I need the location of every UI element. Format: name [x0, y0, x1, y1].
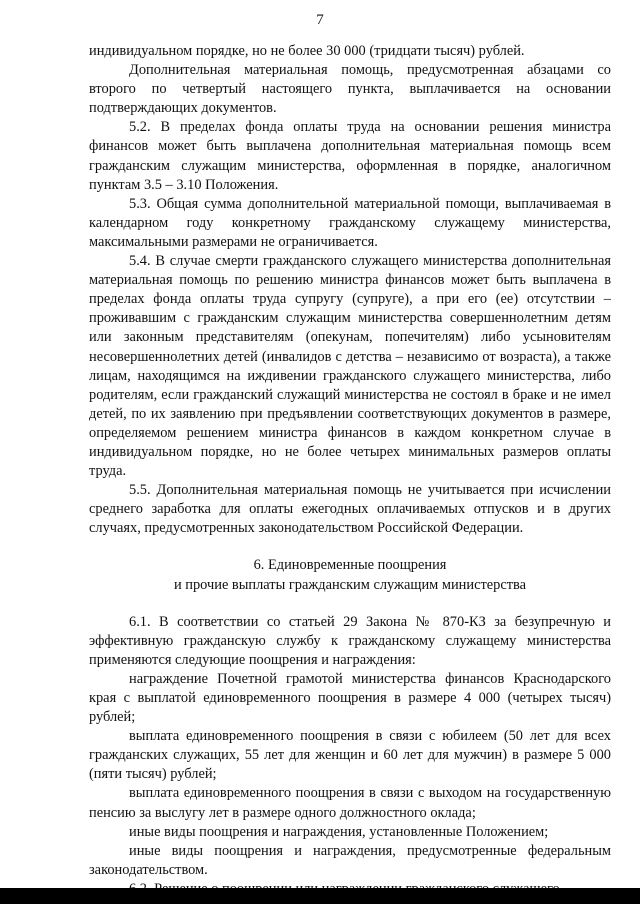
page-number: 7 — [316, 12, 324, 28]
section-heading-line2: и прочие выплаты гражданским служащим министерства — [173, 576, 526, 593]
paragraph-5-2: 5.2. В пределах фонда оплаты труда на основании решения министра финансов может быть выплачена дополнительная материальная помощь всем гражданским служащим министерства, оформленная в порядке, аналогичном пунктам 3.5 – 3.10 Положения. — [89, 119, 611, 193]
list-item: выплата единовременного поощрения в связи с юбилеем (50 лет для всех гражданских служащих, 55 лет для женщин и 60 лет для мужчин) в размере 5 000 (пяти тысяч) рублей; — [89, 728, 611, 783]
section-heading-line1: 6. Единовременные поощрения — [253, 557, 447, 574]
paragraph: Дополнительная материальная помощь, предусмотренная абзацами со второго по четвертый настоящего пункта, выплачивается на основании подтверждающих документов. — [89, 62, 611, 117]
paragraph-5-3: 5.3. Общая сумма дополнительной материальной помощи, выплачиваемая в календарном году конкретному гражданскому служащему министерства, максимальными размерами не ограничивается. — [89, 195, 611, 250]
bottom-paragraphs — [89, 613, 611, 899]
section-heading — [89, 556, 611, 594]
list-item: награждение Почетной грамотой министерства финансов Краснодарского края с выплатой единовременного поощрения в размере 4 000 (четырех тысяч) рублей; — [89, 670, 611, 726]
list-item: выплата единовременного поощрения в связи с выходом на государственную пенсию за выслугу лет в размере одного должностного оклада; — [89, 785, 611, 821]
document-body — [89, 42, 611, 899]
list-item: иные виды поощрения и награждения, установленные Положением; — [129, 823, 549, 840]
paragraph-5-5: 5.5. Дополнительная материальная помощь не учитывается при исчислении среднего заработка для оплаты ежегодных оплачиваемых отпусков и в других случаях, предусмотренных законодательством Российской Федерации. — [89, 482, 611, 537]
paragraph: индивидуальном порядке, но не более 30 000 (тридцати тысяч) рублей. — [89, 43, 525, 59]
top-paragraphs — [89, 42, 611, 538]
scan-edge-bar — [0, 888, 640, 904]
paragraph-6-1: 6.1. В соответствии со статьей 29 Закона № 870-КЗ за безупречную и эффективную гражданскую службу к гражданскому служащему министерства применяются следующие поощрения и награждения: — [89, 613, 611, 668]
list-item: иные виды поощрения и награждения, предусмотренные федеральным законодательством. — [89, 842, 611, 878]
paragraph-5-4: 5.4. В случае смерти гражданского служащего министерства дополнительная материальная помощь по решению министра финансов может быть выплачена в пределах фонда оплаты труда супругу (супруге), а при его (ее) отсутствии – проживавшим с гражданским служащим министерства совершеннолетним детям или законным представителям (опекунам, попечителям) либо усыновителям несовершеннолетних детей (инвалидов с детства – независимо от возраста), а также лицам, находящимся на иждивении гражданского служащего министерства, либо родителям, если гражданский служащий министерства не состоял в браке и не имел детей, по их заявлению при предъявлении соответствующих документов в размере, определяемом решением министра финансов в каждом конкретном случае в индивидуальном порядке, но не более четырех минимальных размеров оплаты труда. — [89, 253, 611, 480]
